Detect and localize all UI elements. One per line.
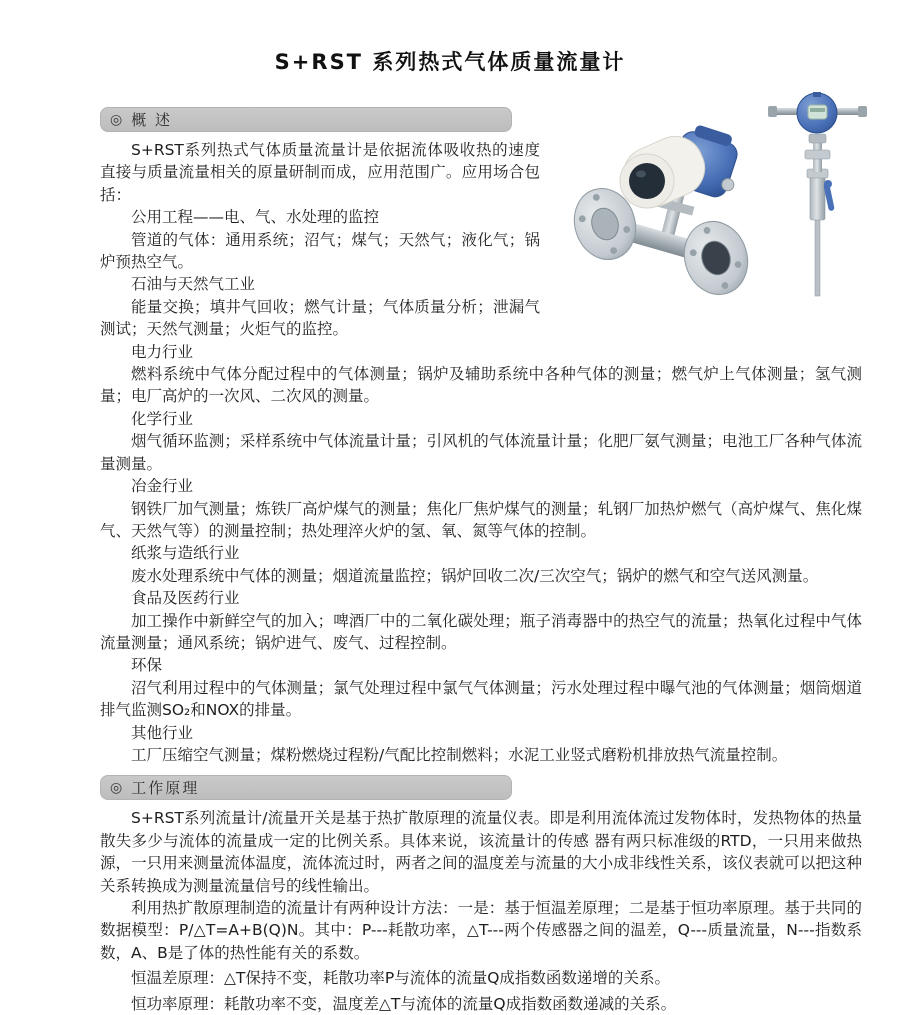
paragraph: 能量交换；填井气回收；燃气计量；气体质量分析；泄漏气测试；天然气测量；火炬气的监控。 <box>100 297 540 339</box>
page-title: S+RST 系列热式气体质量流量计 <box>274 50 626 74</box>
paragraph: 纸浆与造纸行业 <box>131 544 240 563</box>
paragraph: 石油与天然气工业 <box>131 275 256 294</box>
paragraph: 化学行业 <box>131 409 194 428</box>
paragraph: 加工操作中新鲜空气的加入；啤酒厂中的二氧化碳处理；瓶子消毒器中的热空气的流量；热氧化过程中气体流量测量；通风系统；锅炉进气、废气、过程控制。 <box>100 611 862 652</box>
photo-wrap-spacer <box>540 139 862 319</box>
section-header-overview <box>100 107 512 132</box>
paragraph: S+RST系列流量计/流量开关是基于热扩散原理的流量仪表。即是利用流体流过发物体时，发热物体的热量散失多少与流体的流量成一定的比例关系。具体来说，该流量计的传感 器有两只标准级的RTD，一只用来做热源，一只用来测量流体温度，流体流过时，两者之间的温度差与流量的大小成非线性关系，该仪表就可以把这种关系转换成为测量流量信号的线性输出。 <box>100 809 862 895</box>
paragraph: 利用热扩散原理制造的流量计有两种设计方法：一是：基于恒温差原理；二是基于恒功率原理。基于共同的数据模型：P/△T=A+B(Q)N。其中：P---耗散功率，△T---两个传感器之间的温差，Q---质量流量，N---指数系数，A、B是了体的热性能有关的系数。 <box>100 899 862 962</box>
overview-text <box>100 139 862 766</box>
paragraph: 恒温差原理：△T保持不变，耗散功率P与流体的流量Q成指数函数递增的关系。 <box>131 969 670 988</box>
double-circle-icon: ◎ <box>110 111 125 128</box>
paragraph: 管道的气体：通用系统；沼气；煤气；天然气；液化气；锅炉预热空气。 <box>100 230 540 272</box>
section-title: 工作原理 <box>131 779 200 798</box>
paragraph: 环保 <box>131 656 163 675</box>
double-circle-icon: ◎ <box>110 779 125 796</box>
paragraph: 其他行业 <box>131 723 194 742</box>
paragraph: 钢铁厂加气测量；炼铁厂高炉煤气的测量；焦化厂焦炉煤气的测量；轧钢厂加热炉燃气（高炉煤气、焦化煤气、天然气等）的测量控制；热处理淬火炉的氢、氧、氮等气体的控制。 <box>100 499 862 540</box>
paragraph: 工厂压缩空气测量；煤粉燃烧过程粉/气配比控制燃料；水泥工业竖式磨粉机排放热气流量控制。 <box>131 745 788 764</box>
paragraph: 废水处理系统中气体的测量；烟道流量监控；锅炉回收二次/三次空气；锅炉的燃气和空气送风测量。 <box>131 566 819 585</box>
paragraph: 食品及医药行业 <box>131 589 240 608</box>
paragraph: S+RST系列热式气体质量流量计是依据流体吸收热的速度直接与质量流量相关的原量研制而成，应用范围广。应用场合包括： <box>100 141 540 204</box>
section-header-principle <box>100 775 512 800</box>
content-column <box>100 107 862 1015</box>
section-title: 概 述 <box>131 111 172 129</box>
paragraph: 沼气利用过程中的气体测量；氯气处理过程中氯气气体测量；污水处理过程中曝气池的气体测量；烟筒烟道排气监测SO₂和NOX的排量。 <box>100 678 862 720</box>
paragraph: 电力行业 <box>131 342 194 361</box>
paragraph: 公用工程——电、气、水处理的监控 <box>131 208 380 227</box>
paragraph: 恒功率原理：耗散功率不变，温度差△T与流体的流量Q成指数函数递减的关系。 <box>131 994 677 1013</box>
paragraph: 烟气循环监测；采样系统中气体流量计量；引风机的气体流量计量；化肥厂氨气测量；电池工厂各种气体流量测量。 <box>100 432 862 473</box>
principle-text <box>100 807 862 1015</box>
paragraph: 冶金行业 <box>131 477 194 496</box>
paragraph: 燃料系统中气体分配过程中的气体测量；锅炉及辅助系统中各种气体的测量；燃气炉上气体测量；氢气测量；电厂高炉的一次风、二次风的测量。 <box>100 365 862 406</box>
